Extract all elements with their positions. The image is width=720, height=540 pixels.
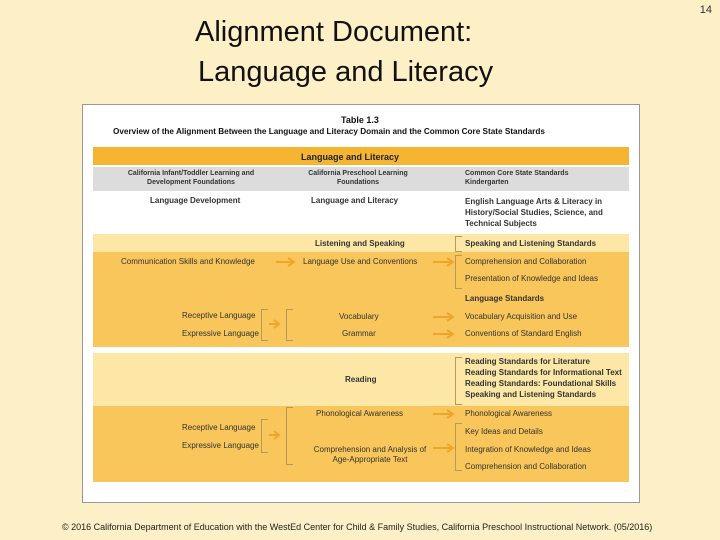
comprehension-analysis: Comprehension and Analysis of Age-Appropriate Text bbox=[313, 445, 427, 464]
receptive-language-reading: Receptive Language bbox=[182, 423, 256, 432]
reading-speaking-listening: Speaking and Listening Standards bbox=[465, 390, 597, 399]
arrow-icon bbox=[269, 430, 283, 440]
receptive-language: Receptive Language bbox=[182, 311, 256, 320]
col-header-preschool: California Preschool Learning Foundations bbox=[308, 170, 408, 186]
arrow-icon bbox=[433, 329, 457, 339]
expressive-language-reading: Expressive Language bbox=[182, 441, 259, 450]
listening-speaking-header: Listening and Speaking bbox=[315, 239, 405, 248]
bracket bbox=[261, 309, 268, 341]
arrow-icon bbox=[433, 443, 457, 453]
title-line-1: Alignment Document: bbox=[195, 16, 473, 48]
alignment-table-image bbox=[82, 104, 640, 503]
row-language-development: Language Development bbox=[150, 196, 241, 205]
phonological-awareness: Phonological Awareness bbox=[316, 409, 404, 418]
communication-skills: Communication Skills and Knowledge bbox=[121, 257, 255, 266]
table-caption: Overview of the Alignment Between the Language and Literacy Domain and the Common Core State Standards bbox=[113, 127, 545, 136]
domain-header: Language and Literacy bbox=[301, 152, 400, 162]
row-language-and-literacy: Language and Literacy bbox=[311, 196, 399, 205]
phonological-awareness-std: Phonological Awareness bbox=[465, 409, 553, 418]
reading-literature: Reading Standards for Literature bbox=[465, 357, 590, 366]
language-use-conventions: Language Use and Conventions bbox=[303, 257, 418, 266]
key-ideas-details: Key Ideas and Details bbox=[465, 427, 543, 436]
speaking-listening-standards-header: Speaking and Listening Standards bbox=[465, 239, 597, 248]
table-label: Table 1.3 bbox=[341, 115, 379, 125]
arrow-icon bbox=[276, 257, 298, 267]
conventions-english: Conventions of Standard English bbox=[465, 329, 582, 338]
presentation-knowledge: Presentation of Knowledge and Ideas bbox=[465, 274, 598, 283]
title-line-2: Language and Literacy bbox=[198, 56, 494, 88]
reading-foundational: Reading Standards: Foundational Skills bbox=[465, 379, 617, 388]
bracket bbox=[261, 419, 268, 453]
vocabulary-acquisition: Vocabulary Acquisition and Use bbox=[465, 312, 578, 321]
arrow-icon bbox=[433, 312, 457, 322]
integration-knowledge: Integration of Knowledge and Ideas bbox=[465, 445, 591, 454]
slide-number: 14 bbox=[699, 4, 712, 16]
arrow-icon bbox=[269, 319, 283, 329]
bracket bbox=[455, 255, 462, 289]
arrow-icon bbox=[433, 257, 457, 267]
col-header-infant: California Infant/Toddler Learning and Development Foundations bbox=[127, 170, 255, 186]
comprehension-collaboration: Comprehension and Collaboration bbox=[465, 257, 587, 266]
col-header-ccss: Common Core State Standards Kindergarten bbox=[465, 170, 569, 186]
language-standards: Language Standards bbox=[465, 294, 545, 303]
grammar: Grammar bbox=[342, 329, 376, 338]
copyright-footer: © 2016 California Department of Education with the WestEd Center for Child & Family Studies, California Preschool Instructional Network. (05/2016) bbox=[62, 522, 653, 532]
bracket bbox=[455, 357, 462, 405]
expressive-language: Expressive Language bbox=[182, 329, 259, 338]
bracket bbox=[286, 407, 293, 465]
bracket bbox=[455, 236, 462, 252]
row-ela-literacy: English Language Arts & Literacy in History/Social Studies, Science, and Technical Subjects bbox=[465, 197, 603, 228]
vocabulary: Vocabulary bbox=[339, 312, 379, 321]
reading-header: Reading bbox=[345, 375, 377, 384]
arrow-icon bbox=[433, 409, 457, 419]
comprehension-collaboration-reading: Comprehension and Collaboration bbox=[465, 462, 587, 471]
bracket bbox=[286, 309, 293, 341]
reading-informational: Reading Standards for Informational Text bbox=[465, 368, 622, 377]
